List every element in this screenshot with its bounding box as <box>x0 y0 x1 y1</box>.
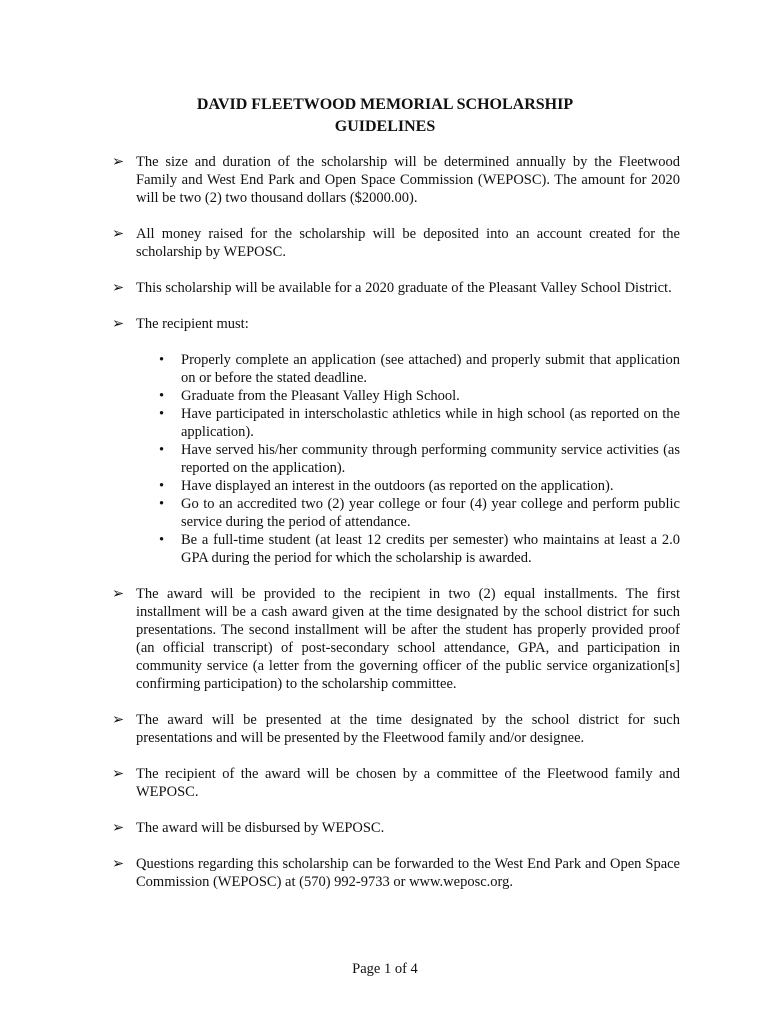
title-line-1: DAVID FLEETWOOD MEMORIAL SCHOLARSHIP <box>196 96 574 113</box>
bullet-icon: • <box>159 496 165 512</box>
requirement-text: Graduate from the Pleasant Valley High School. <box>181 388 460 404</box>
requirement-item <box>159 477 680 495</box>
arrow-bullet-icon: ➢ <box>112 856 125 872</box>
guideline-item <box>112 855 680 891</box>
title-line-2: GUIDELINES <box>334 118 436 135</box>
bullet-icon: • <box>159 406 165 422</box>
arrow-bullet-icon: ➢ <box>112 712 125 728</box>
requirement-text: Properly complete an application (see attached) and properly submit that application on or before the stated deadline. <box>181 352 680 386</box>
guideline-item <box>112 153 680 207</box>
guideline-text: The recipient of the award will be chosen by a committee of the Fleetwood family and WEPOSC. <box>136 766 680 800</box>
requirement-item <box>159 387 680 405</box>
bullet-icon: • <box>159 532 165 548</box>
requirement-text: Have participated in interscholastic athletics while in high school (as reported on the application). <box>181 406 680 440</box>
guideline-text: The size and duration of the scholarship will be determined annually by the Fleetwood Family and West End Park and Open Space Commission (WEPOSC). The amount for 2020 will be two (2) two thousand dollars ($2000.00). <box>136 154 680 206</box>
requirement-text: Be a full-time student (at least 12 credits per semester) who maintains at least a 2.0 GPA during the period for which the scholarship is awarded. <box>181 532 680 566</box>
requirement-item <box>159 441 680 477</box>
guideline-item <box>112 585 680 693</box>
arrow-bullet-icon: ➢ <box>112 280 125 296</box>
guideline-item <box>112 315 680 333</box>
guideline-text: Questions regarding this scholarship can be forwarded to the West End Park and Open Space Commission (WEPOSC) at (570) 992-9733 or www.weposc.org. <box>136 856 680 890</box>
guideline-item <box>112 279 680 297</box>
guidelines-list <box>112 153 680 909</box>
document-title <box>0 94 770 138</box>
arrow-bullet-icon: ➢ <box>112 766 125 782</box>
arrow-bullet-icon: ➢ <box>112 226 125 242</box>
requirement-item <box>159 531 680 567</box>
requirement-text: Have displayed an interest in the outdoors (as reported on the application). <box>181 478 614 494</box>
guideline-text: The award will be disbursed by WEPOSC. <box>136 820 385 836</box>
guideline-item <box>112 711 680 747</box>
page-number: Page 1 of 4 <box>352 961 418 977</box>
bullet-icon: • <box>159 352 165 368</box>
arrow-bullet-icon: ➢ <box>112 586 125 602</box>
arrow-bullet-icon: ➢ <box>112 154 125 170</box>
requirement-item <box>159 405 680 441</box>
guideline-text: The award will be provided to the recipient in two (2) equal installments. The first installment will be a cash award given at the time designated by the school district for such presentations. The second installment will be after the student has properly provided proof (an official transcript) of post-secondary school attendance, GPA, and participation in community service (a letter from the governing officer of the public service organization[s] confirming participation) to the scholarship committee. <box>136 586 680 692</box>
guideline-text: All money raised for the scholarship will be deposited into an account created for the scholarship by WEPOSC. <box>136 226 680 260</box>
requirement-text: Go to an accredited two (2) year college or four (4) year college and perform public service during the period of attendance. <box>181 496 680 530</box>
arrow-bullet-icon: ➢ <box>112 820 125 836</box>
requirement-item <box>159 351 680 387</box>
bullet-icon: • <box>159 478 165 494</box>
requirement-text: Have served his/her community through performing community service activities (as reported on the application). <box>181 442 680 476</box>
guideline-item <box>112 225 680 261</box>
bullet-icon: • <box>159 442 165 458</box>
guideline-text: This scholarship will be available for a 2020 graduate of the Pleasant Valley School District. <box>136 280 672 296</box>
requirements-list <box>112 351 680 567</box>
arrow-bullet-icon: ➢ <box>112 316 125 332</box>
guideline-item <box>112 819 680 837</box>
guideline-text: The award will be presented at the time designated by the school district for such presentations and will be presented by the Fleetwood family and/or designee. <box>136 712 680 746</box>
requirement-item <box>159 495 680 531</box>
guideline-item <box>112 765 680 801</box>
guideline-text: The recipient must: <box>136 316 249 332</box>
bullet-icon: • <box>159 388 165 404</box>
